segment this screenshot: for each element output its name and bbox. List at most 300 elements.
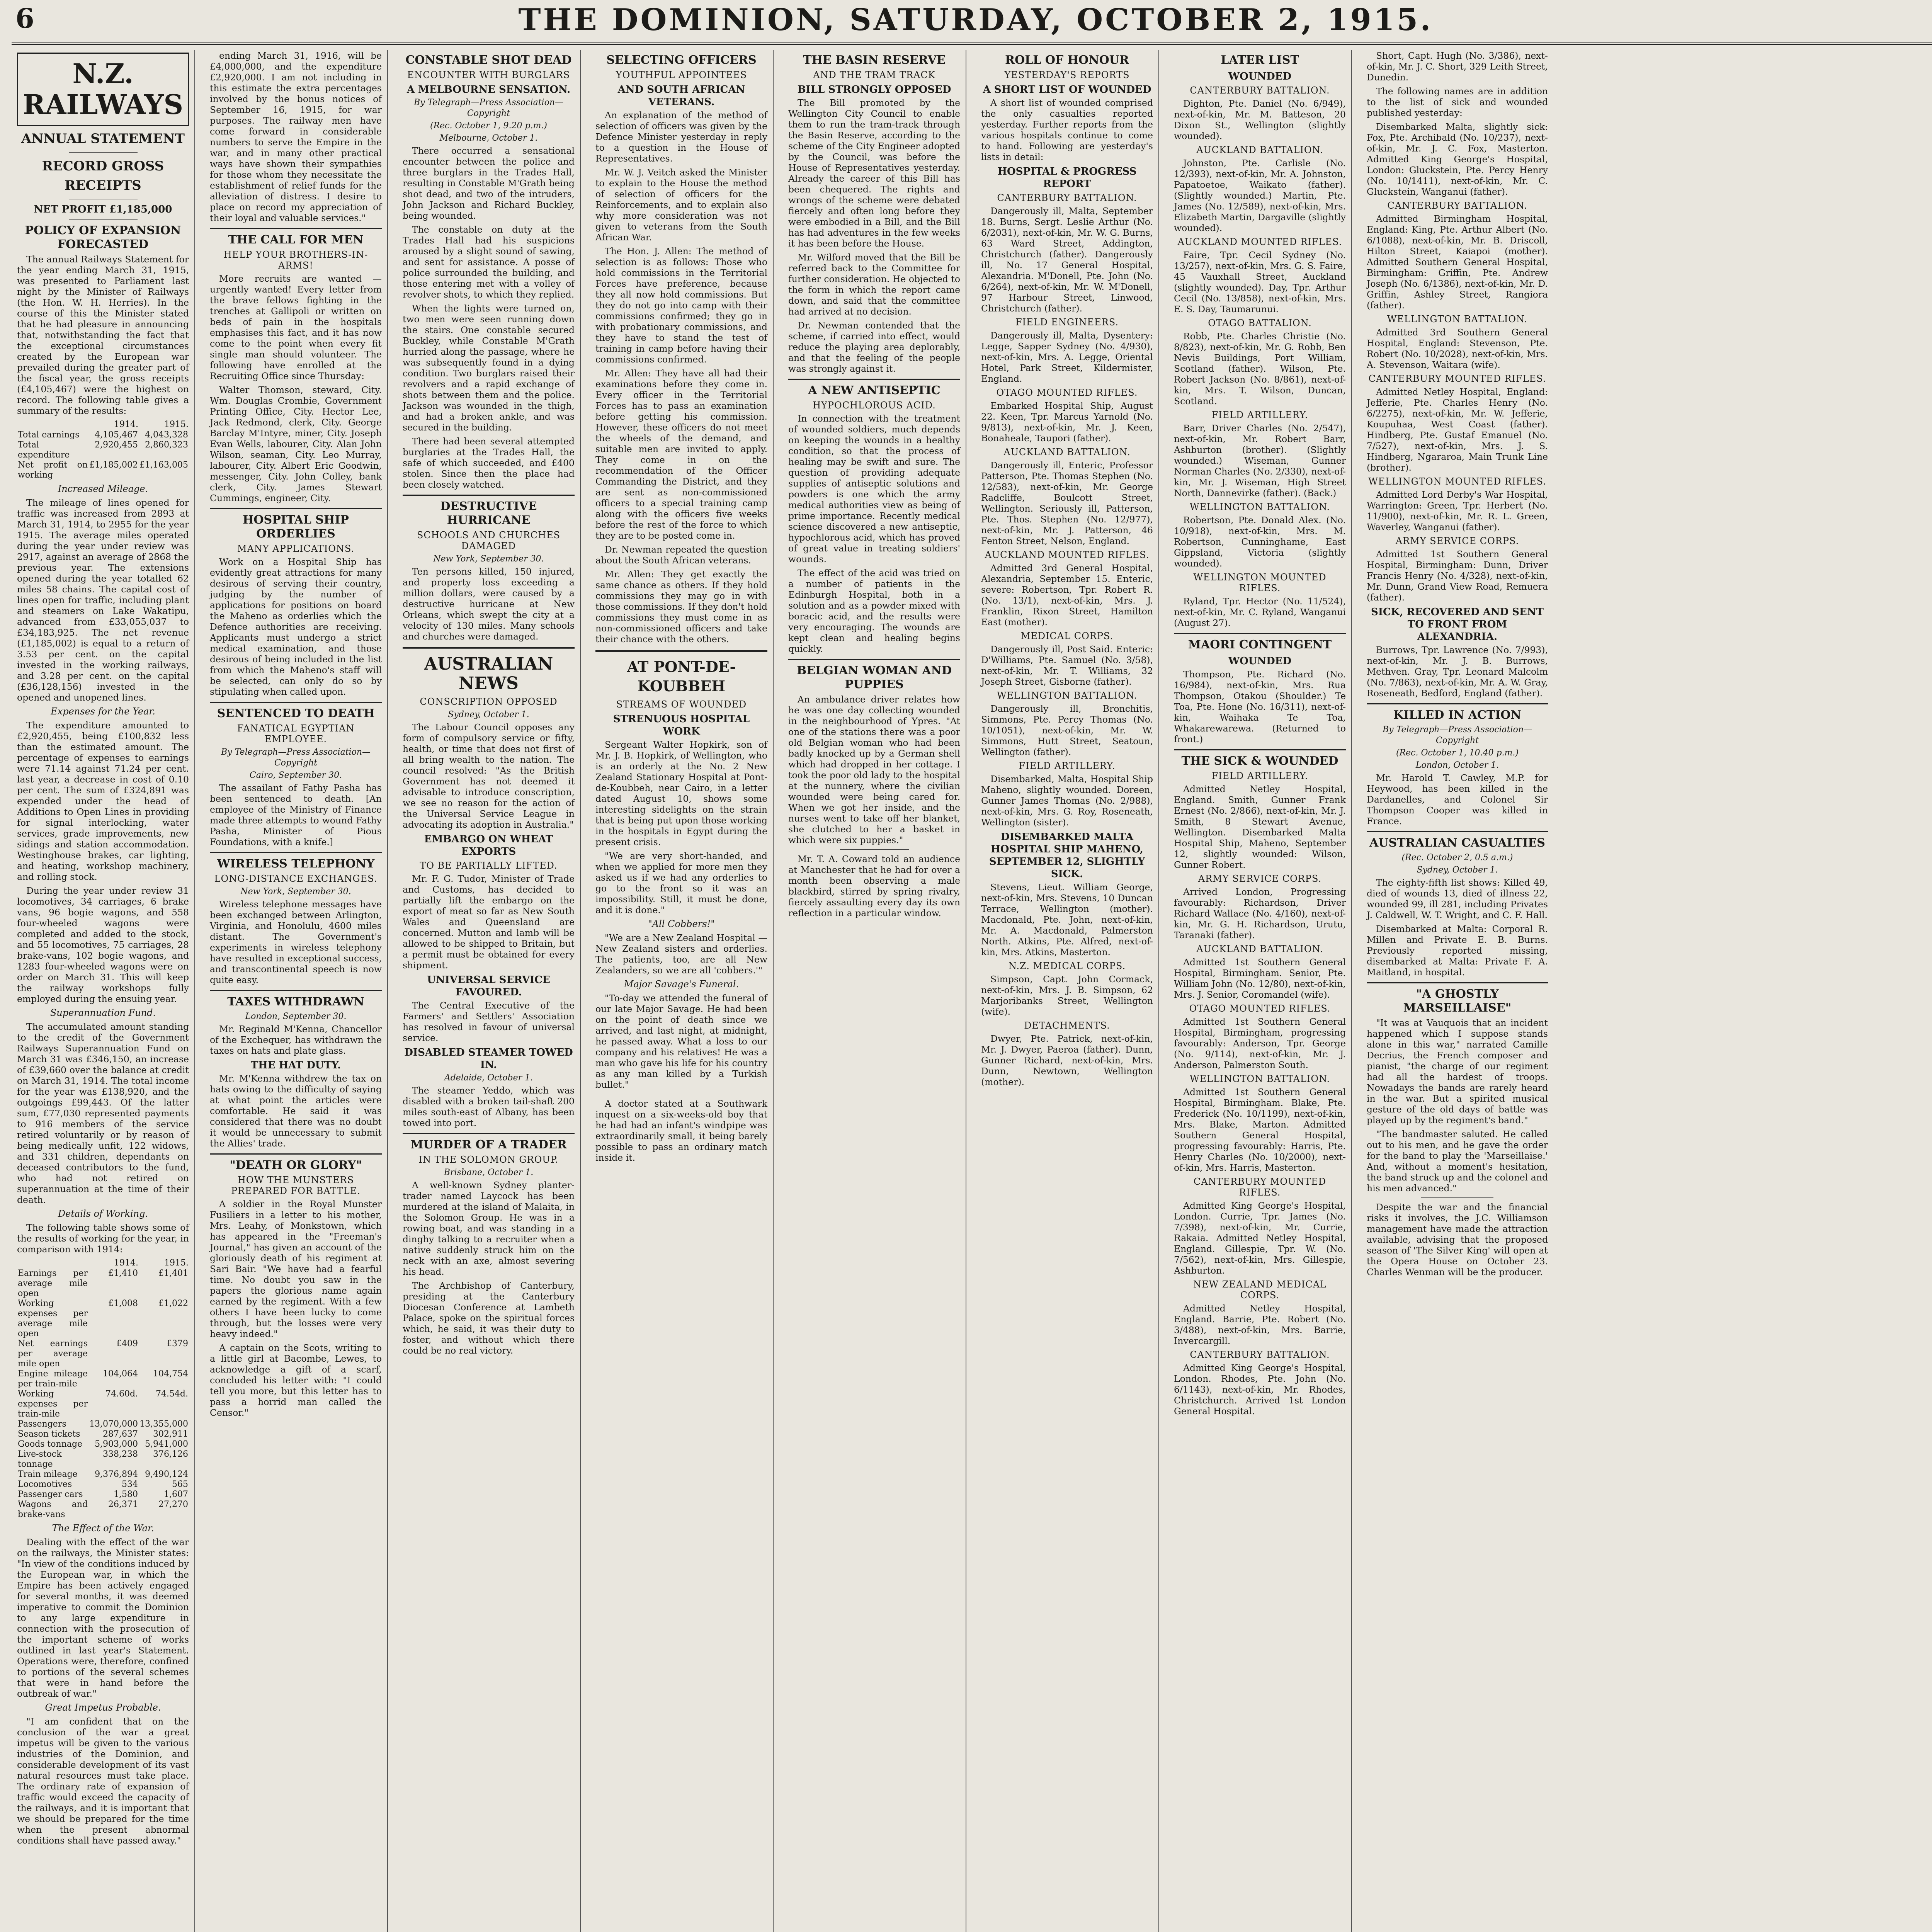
headline-ghostly-marseillaise: "A GHOSTLY MARSEILLAISE" <box>1403 987 1512 1015</box>
paragraph: Mr. Allen: They have all had their examinations before they come in. Every officer in the Territorial Forces has to pass an examination before getting his commission. However, these officers do not meet the wheels of the demand, and suitable men are invited to apply. They come in on the recommendation of the Officer Commanding the District, and they are sent as non-commissioned officers to a special training camp along with the officers five weeks before the rest of the force to which they are to be posted come in. <box>595 368 767 541</box>
paragraph: Mr. T. A. Coward told an audience at Manchester that he had for over a month been observing a male blackbird, stirred by spring rivalry, fiercely assaulting every day its own reflection in a particular window. <box>788 854 960 918</box>
table-cell: 104,064 <box>103 1369 138 1379</box>
table-cell: £1,163,005 <box>139 460 188 470</box>
paragraph: Admitted Netley Hospital, England: Jefferie, Pte. Charles Henry (No. 6/2275), next-of-kin, Mr. W. Jefferie, Koupuhaa, West Coast (father). Hindberg, Pte. Gustaf Emanuel (No. 7/527), next-of-kin, Mrs. J. S. Hindberg, Ngararoa, Main Trunk Line (brother). <box>1367 386 1548 473</box>
paragraph: Mr. M'Kenna withdrew the tax on hats owing to the difficulty of saying at what point the articles were comfortable. He said it was considered that there was no doubt it would be unnecessary to submit the Allies' trade. <box>210 1073 382 1149</box>
dateline: Adelaide, October 1. <box>444 1073 533 1083</box>
unit-heading: OTAGO MOUNTED RIFLES. <box>1189 1003 1331 1014</box>
paragraph: Dangerously ill, Malta, September 18. Burns, Sergt. Leslie Arthur (No. 6/2031), next-of-kin, Mr. W. G. Burns, 63 Ward Street, Addington, Christchurch (father). Dangerously ill, No. 17 General Hospital, Alexandria. M'Donell, Pte. John (No. 6/264), next-of-kin, Mr. W. M'Donell, 97 Harbour Street, Linwood, Christchurch (father). <box>981 206 1153 314</box>
subhead: CONSCRIPTION OPPOSED <box>420 696 558 707</box>
subhead: TO BE PARTIALLY LIFTED. <box>420 860 558 871</box>
subhead: DISEMBARKED MALTA HOSPITAL SHIP MAHENO, SEPTEMBER 12, SLIGHTLY SICK. <box>989 831 1145 880</box>
paragraph: Burrows, Tpr. Lawrence (No. 7/993), next-of-kin, Mr. J. B. Burrows, Methven. Gray, Tpr. Leonard Malcolm (No. 7/863), next-of-kin, Mr. A. W. Gray, Roseneath, Bedford, England (father). <box>1367 645 1548 699</box>
divider <box>403 495 575 496</box>
subhead: MANY APPLICATIONS. <box>237 543 355 554</box>
subhead: UNIVERSAL SERVICE FAVOURED. <box>427 974 550 998</box>
subhead: THE HAT DUTY. <box>250 1060 341 1071</box>
paragraph: "I am confident that on the conclusion of the war a great impetus will be given to the various industries of the Dominion, and considerable development of its vast natural resources must take place. The ordinary rate of expansion of traffic would exceed the capacity of the railways, and it is important that we should be prepared for the time when the present abnormal conditions shall have passed away." <box>17 1716 189 1846</box>
subhead: "All Cobbers!" <box>648 918 715 929</box>
dateline: London, October 1. <box>1415 760 1499 770</box>
railways-record: RECORD GROSS RECEIPTS <box>42 158 164 193</box>
table-row <box>17 440 189 460</box>
column-2 <box>204 50 388 1932</box>
table-cell: Engine mileage per train-mile <box>18 1369 88 1389</box>
unit-heading: WELLINGTON BATTALION. <box>1387 314 1528 325</box>
unit-heading: ARMY SERVICE CORPS. <box>1395 536 1519 546</box>
subhead: A MELBOURNE SENSATION. <box>406 84 571 95</box>
paragraph: Despite the war and the financial risks it involves, the J.C. Williamson management have made the attraction available, advising that the proposed season of 'The Silver King' will open at the Opera House on October 23. Charles Wenman will be the producer. <box>1367 1202 1548 1277</box>
headline-death-or-glory: "DEATH OR GLORY" <box>230 1158 362 1172</box>
subhead: WOUNDED <box>1228 655 1292 667</box>
paragraph: Mr. Harold T. Cawley, M.P. for Heywood, has been killed in the Dardanelles, and Colonel Sir Thompson Cooper was killed in France. <box>1367 772 1548 827</box>
paragraph: "We are very short-handed, and when we applied for more men they asked us if we had any orderlies to go to the front so it was an impossibility. Still, it must be done, and it is done." <box>595 850 767 915</box>
paragraph: Embarked Hospital Ship, August 22. Keen, Tpr. Marcus Yarnold (No. 9/813), next-of-kin, Mr. J. Keen, Bonaheale, Taupori (father). <box>981 400 1153 444</box>
credit-line: By Telegraph—Press Association—Copyright <box>1383 725 1532 745</box>
table-header <box>17 1258 88 1269</box>
table-row <box>17 1439 189 1449</box>
paragraph: Admitted 3rd General Hospital, Alexandria, September 15. Enteric, severe: Robertson, Tpr. Robert R. (No. 13/1), next-of-kin, Mrs. J. Franklin, Rixon Street, Hamilton East (mother). <box>981 563 1153 628</box>
dateline: (Rec. October 2, 0.5 a.m.) <box>1401 853 1513 862</box>
paragraph: Mr. F. G. Tudor, Minister of Trade and Customs, has decided to partially lift the embargo on the export of meat so far as New South Wales and Queensland are concerned. Mutton and lamb will be allowed to be shipped to Britain, but a permit must be obtained for every shipment. <box>403 873 575 971</box>
credit-line: By Telegraph—Press Association—Copyright <box>414 98 563 118</box>
paragraph: The annual Railways Statement for the year ending March 31, 1915, was presented to Parliament last night by the Minister of Railways (the Hon. W. H. Herries). In the course of this the Minister stated that he had pleasure in announcing that, notwithstanding the fact that the exceptional circumstances created by the European war prevailed during the greater part of the fiscal year, the gross receipts (£4,105,467) were the highest on record. The following table gives a summary of the results: <box>17 254 189 416</box>
divider <box>210 1153 382 1155</box>
paragraph: A short list of wounded comprised the only casualties reported yesterday. Further reports from the various hospitals continue to come to hand. Following are yesterday's lists in detail: <box>981 97 1153 162</box>
headline-antiseptic: A NEW ANTISEPTIC <box>808 384 940 397</box>
dateline: Sydney, October 1. <box>448 710 529 719</box>
subhead: Details of Working. <box>58 1208 148 1219</box>
headline-basin-reserve: THE BASIN RESERVE <box>803 53 946 67</box>
subhead: Major Savage's Funeral. <box>624 979 739 990</box>
table-cell: 287,637 <box>103 1429 138 1439</box>
headline-selecting-officers: SELECTING OFFICERS <box>606 53 757 67</box>
railways-net-profit: NET PROFIT £1,185,000 <box>34 204 172 215</box>
paragraph: The Bill promoted by the Wellington City Council to enable them to run the tram-track through the Basin Reserve, according to the scheme of the City Engineer adopted by the Council, was before the House of Representatives yesterday. Already the career of this Bill has been chequered. The rights and wrongs of the scheme were debated fiercely and often long before they were embodied in a Bill, and the Bill has had adventures in the few weeks it has been before the House. <box>788 97 960 249</box>
table-cell: 74.60d. <box>105 1389 138 1399</box>
paragraph: Disembarked at Malta: Corporal R. Millen and Private E. B. Burns. Previously reported missing, disembarked at Malta: Private F. A. Maitland, in hospital. <box>1367 923 1548 978</box>
dateline: Brisbane, October 1. <box>444 1168 534 1177</box>
subhead: STRENUOUS HOSPITAL WORK <box>613 713 750 737</box>
table-row <box>17 1269 189 1299</box>
subhead: FANATICAL EGYPTIAN EMPLOYEE. <box>237 723 355 745</box>
results-table <box>17 419 189 480</box>
table-header: 1914. <box>114 1258 139 1268</box>
dateline: Sydney, October 1. <box>1417 865 1498 875</box>
paragraph: Dr. Newman repeated the question about the South African veterans. <box>595 544 767 566</box>
paragraph: A doctor stated at a Southwark inquest on a six-weeks-old boy that he had had an infant's windpipe was extraordinarily small, it being barely possible to pass an ordinary match inside it. <box>595 1098 767 1163</box>
table-row <box>17 1449 189 1469</box>
paragraph: Dangerously ill, Post Said. Enteric: D'Williams, Pte. Samuel (No. 3/58), next-of-kin, Mr. T. Williams, 32 Joseph Street, Gisborne (father). <box>981 644 1153 687</box>
paragraph: The constable on duty at the Trades Hall had his suspicions aroused by a slight sound of sawing, and sent for assistance. A posse of police surrounded the building, and those entering met with a volley of revolver shots, to which they replied. <box>403 224 575 300</box>
divider <box>788 659 960 660</box>
paragraph: Dealing with the effect of the war on the railways, the Minister states: "In view of the conditions induced by the European war, in which the Empire has been actively engaged for several months, it was deemed imperative to commit the Dominion to any large expenditure in connection with the prosecution of the important scheme of works outlined in last year's Statement. Operations were, therefore, confined to portions of the several schemes that were in hand before the outbreak of war." <box>17 1537 189 1699</box>
paragraph: "We are a New Zealand Hospital — New Zealand sisters and orderlies. The patients, too, are all New Zealanders, so we are all 'cobbers.'" <box>595 932 767 976</box>
paragraph: Walter Thomson, steward, City. Wm. Douglas Crombie, Government Printing Office, City. Hector Lee, Jack Redmond, clerk, City. George Barclay M'Intyre, miner, City. Joseph Evan Wells, labourer, City. Alan John Wilson, seaman, City. Leo Murray, labourer, City. Albert Eric Goodwin, messenger, City. John Colley, bank clerk, City. James Stewart Cummings, engineer, City. <box>210 384 382 503</box>
paragraph: "It was at Vauquois that an incident happened which I suppose stands alone in this war," narrated Camille Decrius, the French composer and pianist, "the charge of our regiment had all the hardest of troops. Nowadays the bands are rarely heard in the war. But a spirited musical gesture of the old days of battle was played up by the regiment's band." <box>1367 1017 1548 1126</box>
dateline: Cairo, September 30. <box>249 770 342 780</box>
unit-heading: OTAGO MOUNTED RIFLES. <box>996 387 1138 398</box>
unit-heading: AUCKLAND BATTALION. <box>1003 447 1131 457</box>
unit-heading: AUCKLAND BATTALION. <box>1196 145 1323 155</box>
paragraph: The accumulated amount standing to the credit of the Government Railways Superannuation Fund on March 31 was £346,150, an increase of £39,660 over the balance at credit on March 31, 1914. The total income for the year was £138,920, and the outgoings £99,443. Of the latter sum, £77,030 represented payments to 916 members of the service retired voluntarily or by reason of being medically unfit, 122 widows, and 331 children, dependants on deceased contributors to the fund, who had not retired on superannuation at the time of their death. <box>17 1021 189 1205</box>
table-cell: Goods tonnage <box>18 1439 83 1449</box>
table-cell: £1,008 <box>108 1299 138 1308</box>
headline-constable: CONSTABLE SHOT DEAD <box>405 53 572 67</box>
subhead: HOSPITAL & PROGRESS REPORT <box>997 166 1137 190</box>
divider <box>210 990 382 991</box>
subhead: AND THE TRAM TRACK <box>813 70 935 80</box>
unit-heading: DETACHMENTS. <box>1024 1020 1110 1031</box>
table-header: 1915. <box>164 1258 189 1268</box>
paragraph: Admitted Lord Derby's War Hospital, Warrington: Green, Tpr. Herbert (No. 11/900), next-of-kin, Mr. R. L. Green, Waverley, Wanganui (father). <box>1367 489 1548 532</box>
table-cell: 376,126 <box>153 1449 188 1459</box>
table-header <box>17 419 88 430</box>
table-cell: 13,070,000 <box>89 1419 138 1429</box>
unit-heading: CANTERBURY BATTALION. <box>1190 85 1330 96</box>
divider <box>210 702 382 703</box>
paragraph: Short, Capt. Hugh (No. 3/386), next-of-kin, Mr. J. C. Short, 329 Leith Street, Dunedin. <box>1367 50 1548 83</box>
paragraph: Admitted King George's Hospital, London. Rhodes, Pte. John (No. 6/1143), next-of-kin, Mr. Rhodes, Christchurch. Arrived 1st London General Hospital. <box>1174 1362 1346 1417</box>
table-cell: 338,238 <box>103 1449 138 1459</box>
table-cell: 534 <box>122 1480 138 1489</box>
divider <box>1421 1197 1494 1198</box>
paragraph: "The bandmaster saluted. He called out to his men, and he gave the order for the band to play the 'Marseillaise.' And, without a moment's hesitation, the band struck up and the colonel and his men advanced." <box>1367 1129 1548 1194</box>
paragraph: The steamer Yeddo, which was disabled with a broken tail-shaft 200 miles south-east of Albany, has been towed into port. <box>403 1085 575 1128</box>
dateline: (Rec. October 1, 9.20 p.m.) <box>430 121 547 131</box>
subhead: AND SOUTH AFRICAN VETERANS. <box>617 84 745 108</box>
paragraph: Dangerously ill, Bronchitis, Simmons, Pte. Percy Thomas (No. 10/1051), next-of-kin, Mr. W. Simmons, Hutt Street, Seatoun, Wellington (father). <box>981 703 1153 757</box>
divider <box>788 379 960 380</box>
railways-policy: POLICY OF EXPANSION FORECASTED <box>25 224 181 251</box>
table-cell: Total earnings <box>18 430 80 440</box>
paragraph: Admitted 1st Southern General Hospital, Birmingham. Blake, Pte. Frederick (No. 10/1199), next-of-kin, Mrs. Blake, Marton. Admitted Southern General Hospital, progressing favourably: Harris, Pte. Henry Charles (No. 10/2000), next-of-kin, Mrs. Harris, Masterton. <box>1174 1087 1346 1173</box>
paragraph: The Archbishop of Canterbury, presiding at the Canterbury Diocesan Conference at Lambeth Palace, spoke on the spiritual forces which, he said, it was their duty to foster, and without which there could be no real victory. <box>403 1280 575 1356</box>
paragraph: The Hon. J. Allen: The method of selection is as follows: Those who hold commissions in the Territorial Forces have preference, because they all now hold commissions. But they do not go into camp with their commissions confirmed; they go in with probationary commissions, and they have to stand the test of training in camp before having their commissions confirmed. <box>595 246 767 365</box>
paragraph: Mr. Wilford moved that the Bill be referred back to the Committee for further consideration. He objected to the form in which the report came down, and said that the committee had arrived at no decision. <box>788 252 960 317</box>
paragraph: Dwyer, Pte. Patrick, next-of-kin, Mr. J. Dwyer, Paeroa (father). Dunn, Gunner Richard, next-of-kin, Mrs. Dunn, Newtown, Wellington (mother). <box>981 1033 1153 1087</box>
paragraph: The following table shows some of the results of working for the year, in comparison with 1914: <box>17 1222 189 1255</box>
paragraph: Disembarked, Malta, Hospital Ship Maheno, slightly wounded. Doreen, Gunner James Thomas (No. 2/988), next-of-kin, Mrs. G. Roy, Roseneath, Wellington (sister). <box>981 774 1153 828</box>
table-cell: 1,607 <box>164 1490 188 1499</box>
unit-heading: WELLINGTON MOUNTED RIFLES. <box>1368 476 1546 487</box>
table-cell: Passengers <box>18 1419 66 1429</box>
table-row <box>17 1369 189 1389</box>
subhead: HOW THE MUNSTERS PREPARED FOR BATTLE. <box>231 1175 361 1196</box>
paragraph: Admitted 3rd Southern General Hospital, England: Stevenson, Pte. Robert (No. 10/2028), next-of-kin, Mrs. A. Stevenson, Waitara (wife). <box>1367 327 1548 370</box>
table-cell: Wagons and brake-vans <box>18 1500 88 1519</box>
headline-hurricane: DESTRUCTIVE HURRICANE <box>440 500 537 527</box>
column-3 <box>397 50 581 1932</box>
table-cell: 5,941,000 <box>145 1439 188 1449</box>
table-row <box>17 1480 189 1490</box>
unit-heading: CANTERBURY BATTALION. <box>1387 200 1527 211</box>
paragraph: A soldier in the Royal Munster Fusiliers in a letter to his mother, Mrs. Leahy, of Monkstown, which has appeared in the "Freeman's Journal," has given an account of the gloriously death of his regiment at Sari Bair. "We have had a fearful time. No doubt you saw in the papers the glorious name again earned by the regiment. With a few others I have been lucky to come through, but the losses were very heavy indeed." <box>210 1199 382 1339</box>
headline-roll-of-honour: ROLL OF HONOUR <box>1005 53 1129 67</box>
headline-pont-de-koubbeh: AT PONT-DE-KOUBBEH <box>627 658 736 695</box>
paragraph: Ten persons killed, 150 injured, and property loss exceeding a million dollars, were caused by a destructive hurricane at New Orleans, which swept the city at a velocity of 130 miles. Many schools and churches were damaged. <box>403 566 575 642</box>
unit-heading: WELLINGTON BATTALION. <box>997 690 1138 701</box>
table-cell: 104,754 <box>153 1369 188 1379</box>
subhead: LONG-DISTANCE EXCHANGES. <box>214 873 378 884</box>
columns <box>12 50 1932 1932</box>
subhead: YOUTHFUL APPOINTEES <box>616 70 747 80</box>
divider <box>1367 982 1548 983</box>
paragraph: Dangerously ill, Malta, Dysentery: Legge, Sapper Sydney (No. 4/930), next-of-kin, Mrs. A. Legge, Oriental Hotel, Park Street, Kildermister, England. <box>981 330 1153 384</box>
table-cell: Train mileage <box>18 1469 78 1479</box>
unit-heading: CANTERBURY BATTALION. <box>1190 1349 1330 1360</box>
headline-sick-and-wounded: THE SICK & WOUNDED <box>1181 754 1338 768</box>
paragraph: Admitted Netley Hospital, England. Barrie, Pte. Robert (No. 3/488), next-of-kin, Mrs. Barrie, Invercargill. <box>1174 1303 1346 1346</box>
column-7 <box>1168 50 1352 1932</box>
column-4 <box>590 50 774 1932</box>
paragraph: Mr. Allen: They get exactly the same chance as others. If they hold commissions they may go in with those commissions. If they don't hold commissions they must come in as non-commissioned officers and take their chance with the others. <box>595 569 767 645</box>
table-row <box>17 1419 189 1429</box>
paragraph: Arrived London, Progressing favourably: Richardson, Driver Richard Wallace (No. 4/160), next-of-kin, Mr. G. H. Richardson, Urutu, Taranaki (father). <box>1174 886 1346 940</box>
paragraph: Sergeant Walter Hopkirk, son of Mr. J. B. Hopkirk, of Wellington, who is an orderly at the No. 2 New Zealand Stationary Hospital at Pont-de-Koubbeh, near Cairo, in a letter dated August 10, shows some interesting sidelights on the strain that is being put upon those working in the hospitals in Egypt during the present crisis. <box>595 739 767 847</box>
subhead: IN THE SOLOMON GROUP. <box>418 1154 559 1165</box>
paragraph: Work on a Hospital Ship has evidently great attractions for many desirous of serving their country, judging by the number of applications for positions on board the Maheno as orderlies which the Defence authorities are receiving. Applicants must undergo a strict medical examination, and those desirous of being included in the list from which the Maheno's staff will be selected, can only do so by stipulating when called upon. <box>210 556 382 697</box>
table-cell: 4,043,328 <box>145 430 188 440</box>
column-5 <box>783 50 966 1932</box>
table-cell: Season tickets <box>18 1429 80 1439</box>
headline-later-list: LATER LIST <box>1221 53 1299 67</box>
divider <box>210 508 382 509</box>
paragraph: The mileage of lines opened for traffic was increased from 2893 at March 31, 1914, to 2955 for the year 1915. The average miles operated during the year under review was 2917, against an average of 2868 the previous year. The extensions opened during the year totalled 62 miles 58 chains. The capital cost of lines open for traffic, including plant and steamers on Lake Wakatipu, advanced from £33,055,037 to £34,183,925. The net revenue (£1,185,002) is equal to a return of 3.53 per cent. on the capital invested in the working railways, and 3.28 per cent. on the capital (£36,128,156) invested in the opened and unopened lines. <box>17 497 189 703</box>
unit-heading: FIELD ARTILLERY. <box>1211 410 1308 420</box>
paragraph: Dighton, Pte. Daniel (No. 6/949), next-of-kin, Mr. M. Batteson, 20 Dixon St., Wellington (slightly wounded). <box>1174 98 1346 141</box>
table-cell: Working expenses per train-mile <box>18 1389 88 1419</box>
divider <box>840 849 909 850</box>
table-row <box>17 1389 189 1419</box>
subhead: SICK, RECOVERED AND SENT TO FRONT FROM ALEXANDRIA. <box>1371 606 1544 643</box>
unit-heading: CANTERBURY MOUNTED RIFLES. <box>1368 373 1546 384</box>
divider <box>1367 703 1548 704</box>
paragraph: An explanation of the method of selection of officers was given by the Defence Minister yesterday in reply to a question in the House of Representatives. <box>595 110 767 164</box>
table-row <box>17 1469 189 1480</box>
subhead: EMBARGO ON WHEAT EXPORTS <box>424 833 553 857</box>
headline-taxes: TAXES WITHDRAWN <box>227 995 364 1009</box>
table-cell: 74.54d. <box>155 1389 188 1399</box>
paragraph: There had been several attempted burglaries at the Trades Hall, the safe of which succeeded, and £400 stolen. Since then the place had been closely watched. <box>403 436 575 490</box>
table-cell: 302,911 <box>153 1429 188 1439</box>
table-header: 1914. <box>114 420 139 429</box>
divider <box>1367 831 1548 832</box>
credit-line: By Telegraph—Press Association—Copyright <box>221 747 371 768</box>
table-cell: 5,903,000 <box>95 1439 138 1449</box>
table-cell: Locomotives <box>18 1480 72 1489</box>
subhead: YESTERDAY'S REPORTS <box>1004 70 1130 80</box>
table-cell: £1,401 <box>158 1269 188 1278</box>
paragraph: A well-known Sydney planter-trader named Laycock has been murdered at the island of Malaita, in the Solomon Group. He was in a rowing boat, and was standing in a dinghy talking to a recruiter when a native suddenly struck him on the neck with an axe, almost severing his head. <box>403 1180 575 1277</box>
subhead: Great Impetus Probable. <box>45 1702 161 1713</box>
subhead: BILL STRONGLY OPPOSED <box>797 84 951 95</box>
table-row <box>17 1429 189 1439</box>
table-row <box>17 1490 189 1500</box>
table-cell: £1,185,002 <box>89 460 138 470</box>
unit-heading: MEDICAL CORPS. <box>1020 631 1114 641</box>
headline-call-for-men: THE CALL FOR MEN <box>228 233 364 247</box>
table-cell: 2,860,323 <box>145 440 188 450</box>
table-cell: Working expenses per average mile open <box>18 1299 88 1338</box>
divider <box>403 1133 575 1134</box>
paragraph: Robertson, Pte. Donald Alex. (No. 10/918), next-of-kin, Mrs. M. Robertson, Cunninghame, East Gippsland, Victoria (slightly wounded). <box>1174 515 1346 569</box>
subhead: ENCOUNTER WITH BURGLARS <box>407 70 570 80</box>
paragraph: The expenditure amounted to £2,920,455, being £100,832 less than the estimated amount. The percentage of expenses to earnings were 71.14 against 71.24 per cent. last year, a decrease in cost of 0.10 per cent. The sum of £324,891 was expended under the head of Additions to Open Lines in providing for signal interlocking, water services, grade improvements, new sidings and station accommodation. Westinghouse brakes, car lighting, and heating, workshop machinery, and rolling stock. <box>17 720 189 882</box>
headline-sentenced: SENTENCED TO DEATH <box>217 707 375 720</box>
railways-headline: N.Z. RAILWAYS <box>22 58 184 121</box>
divider <box>210 852 382 853</box>
unit-heading: FIELD ARTILLERY. <box>1211 770 1308 781</box>
divider <box>69 152 138 153</box>
paragraph: The following names are in addition to the list of sick and wounded published yesterday: <box>1367 86 1548 118</box>
dateline: Melbourne, October 1. <box>439 133 538 143</box>
unit-heading: AUCKLAND MOUNTED RIFLES. <box>985 549 1150 560</box>
divider <box>1174 633 1346 634</box>
paragraph: Dr. Newman contended that the scheme, if carried into effect, would reduce the playing area deplorably, and that the feeling of the people was strongly against it. <box>788 320 960 374</box>
paragraph: When the lights were turned on, two men were seen running down the stairs. One constable secured Buckley, while Constable M'Grath hurried along the passage, where he was subsequently found in a dying condition. Two burglars raised their revolvers and a rapid exchange of shots between them and the police. Jackson was wounded in the thigh, and had a broken ankle, and was secured in the building. <box>403 303 575 433</box>
column-6 <box>976 50 1159 1932</box>
paragraph: An ambulance driver relates how he was one day collecting wounded in the neighbourhood of Ypres. "At one of the stations there was a poor old Belgian woman who had been badly knocked up by a German shell which had dropped in her cottage. I took the poor old lady to the hospital at the nunnery, where the civilian wounded were being cared for. When we got her inside, and the nurses went to take off her blanket, she clutched to her a basket in which were six puppies." <box>788 694 960 845</box>
table-cell: 13,355,000 <box>139 1419 188 1429</box>
table-cell: Net profit on working <box>18 460 88 480</box>
subhead: HYPOCHLOROUS ACID. <box>813 400 936 411</box>
unit-heading: FIELD ENGINEERS. <box>1015 317 1119 328</box>
paragraph: Dangerously ill, Enteric, Professor Patterson, Pte. Thomas Stephen (No. 12/583), next-of-kin, Mr. George Radcliffe, Boulcott Street, Wellington. Seriously ill, Patterson, Pte. Thos. Stephen (No. 12/977), next-of-kin, Mr. J. Patterson, 46 Fenton Street, Nelson, England. <box>981 460 1153 546</box>
dateline: New York, September 30. <box>433 554 544 564</box>
paragraph: Admitted 1st Southern General Hospital, Birmingham: Dunn, Driver Francis Henry (No. 4/328), next-of-kin, Mr. Dunn, Grand View Road, Remuera (father). <box>1367 549 1548 603</box>
paragraph: Thompson, Pte. Richard (No. 16/984), next-of-kin, Mrs. Rua Thompson, Otakou (Shoulder.) Te Toa, Pte. Hone (No. 16/311), next-of-kin, Waihaka Te Toa, Whakarewarewa. (Returned to front.) <box>1174 669 1346 745</box>
table-cell: £409 <box>116 1339 138 1349</box>
paragraph: Simpson, Capt. John Cormack, next-of-kin, Mrs. J. B. Simpson, 62 Marjoribanks Street, Wellington (wife). <box>981 974 1153 1017</box>
table-cell: Total expenditure <box>18 440 70 460</box>
table-cell: 2,920,455 <box>95 440 138 450</box>
paragraph: The eighty-fifth list shows: Killed 49, died of wounds 13, died of illness 22, wounded 99, ill 281, including Privates J. Caldwell, W. T. Wright, and C. F. Hall. <box>1367 877 1548 920</box>
details-table <box>17 1258 189 1520</box>
unit-heading: WELLINGTON BATTALION. <box>1189 502 1330 512</box>
table-row <box>17 1500 189 1520</box>
paragraph: The Central Executive of the Farmers' and Settlers' Association has resolved in favour of universal service. <box>403 1000 575 1043</box>
subhead: SCHOOLS AND CHURCHES DAMAGED <box>417 530 561 551</box>
paragraph: During the year under review 31 locomotives, 34 carriages, 6 brake vans, 96 bogie wagons, and 558 four-wheeled wagons were completed and added to the stock, and 55 locomotives, 75 carriages, 28 brake-vans, 102 bogie wagons, and 1283 four-wheeled wagons were on order on March 31. This will keep the railway workshops fully employed during the ensuing year. <box>17 885 189 1004</box>
paragraph: Admitted King George's Hospital, London. Currie, Tpr. James (No. 7/398), next-of-kin, Mr. Currie, Rakaia. Admitted Netley Hospital, England. Gillespie, Tpr. W. (No. 7/562), next-of-kin, Mrs. Gillespie, Ashburton. <box>1174 1200 1346 1276</box>
paragraph: Ryland, Tpr. Hector (No. 11/524), next-of-kin, Mr. C. Ryland, Wanganui (August 27). <box>1174 596 1346 628</box>
paragraph: Mr. Reginald M'Kenna, Chancellor of the Exchequer, has withdrawn the taxes on hats and plate glass. <box>210 1024 382 1056</box>
table-row <box>17 1299 189 1339</box>
divider <box>595 650 767 652</box>
unit-heading: AUCKLAND MOUNTED RIFLES. <box>1177 236 1342 247</box>
table-cell: 27,270 <box>158 1500 188 1509</box>
paragraph: Johnston, Pte. Carlisle (No. 12/393), next-of-kin, Mr. A. Johnston, Papatoetoe, Waikato (father). (Slightly wounded.) Martin, Pte. James (No. 12/589), next-of-kin, Mrs. Elizabeth Martin, Dargaville (slightly wounded). <box>1174 158 1346 233</box>
subhead: Superannuation Fund. <box>50 1007 156 1018</box>
paragraph: Admitted Birmingham Hospital, England: King, Pte. Arthur Albert (No. 6/1088), next-of-kin, Mr. B. Driscoll, Hilton Street, Kaiapoi (mother). Admitted Southern General Hospital, Birmingham: Griffin, Pte. Andrew Joseph (No. 6/1386), next-of-kin, Mr. D. Griffin, Ashley Street, Rangiora (father). <box>1367 213 1548 311</box>
divider <box>210 228 382 229</box>
paragraph: There occurred a sensational encounter between the police and three burglars in the Trades Hall, resulting in Constable M'Grath being shot dead, and two of the intruders, John Jackson and Richard Buckley, being wounded. <box>403 145 575 221</box>
paragraph: The assailant of Fathy Pasha has been sentenced to death. [An employee of the Ministry of Finance made three attempts to wound Fathy Pasha, Minister of Pious Foundations, with a knife.] <box>210 782 382 847</box>
dateline: London, September 30. <box>245 1012 347 1021</box>
paragraph: Barr, Driver Charles (No. 2/547), next-of-kin, Mr. Robert Barr, Ashburton (brother). (Slightly wounded.) Wiseman, Gunner Norman Charles (No. 2/330), next-of-kin, Mr. J. Wiseman, High Street North, Dannevirke (father). (Back.) <box>1174 423 1346 498</box>
unit-heading: ARMY SERVICE CORPS. <box>1198 873 1322 884</box>
paragraph: A captain on the Scots, writing to a little girl at Bacombe, Lewes, to acknowledge a gift of a scarf, concluded his letter with: "I could tell you more, but this letter has to pass a horrid man called the Censor." <box>210 1342 382 1418</box>
railways-subhead: ANNUAL STATEMENT <box>21 131 185 146</box>
paragraph: In connection with the treatment of wounded soldiers, much depends on keeping the wounds in a healthy condition, so that the process of healing may be swift and sure. The question of providing adequate supplies of antiseptic solutions and powders is one which the army medical authorities view as being of prime importance. Recently medical science discovered a new antiseptic, hypochlorous acid, which has proved of great value in treating soldiers' wounds. <box>788 413 960 565</box>
unit-heading: FIELD ARTILLERY. <box>1019 760 1116 771</box>
paragraph: Stevens, Lieut. William George, next-of-kin, Mrs. Stevens, 10 Duncan Terrace, Wellington (mother). Macdonald, Pte. John, next-of-kin, Mr. A. Macdonald, Palmerston North. Atkins, Pte. Alfred, next-of-kin, Mrs. Atkins, Masterton. <box>981 882 1153 957</box>
unit-heading: NEW ZEALAND MEDICAL CORPS. <box>1193 1279 1327 1301</box>
headline-killed-in-action: KILLED IN ACTION <box>1393 708 1521 722</box>
table-cell: Passenger cars <box>18 1490 83 1499</box>
unit-heading: N.Z. MEDICAL CORPS. <box>1008 961 1126 971</box>
headline-wireless: WIRELESS TELEPHONY <box>217 857 375 871</box>
paragraph: Admitted 1st Southern General Hospital, Birmingham, progressing favourably: Anderson, Tpr. George (No. 9/114), next-of-kin, Mr. J. Anderson, Palmerston South. <box>1174 1016 1346 1070</box>
subhead: DISABLED STEAMER TOWED IN. <box>404 1047 573 1071</box>
subhead: A SHORT LIST OF WOUNDED <box>983 84 1151 95</box>
table-cell: 9,376,894 <box>95 1469 138 1479</box>
paragraph: Admitted 1st Southern General Hospital, Birmingham. Senior, Pte. William John (No. 12/80), next-of-kin, Mrs. J. Senior, Coromandel (wife). <box>1174 957 1346 1000</box>
unit-heading: AUCKLAND BATTALION. <box>1196 944 1323 954</box>
paragraph: Mr. W. J. Veitch asked the Minister to explain to the House the method of selection of officers for the Reinforcements, and to explain also why more consideration was not given to veterans from the South African War. <box>595 167 767 243</box>
column-8 <box>1361 50 1553 1932</box>
headline-hospital-ship: HOSPITAL SHIP ORDERLIES <box>243 513 349 541</box>
table-cell: 9,490,124 <box>145 1469 188 1479</box>
paragraph: Admitted Netley Hospital, England. Smith, Gunner Frank Ernest (No. 2/866), next-of-kin, Mr. J. Smith, 8 Stewart Avenue, Wellington. Disembarked Malta Hospital Ship, Maheno, September 12, slightly wounded: Wilson, Gunner Robert. <box>1174 784 1346 870</box>
unit-heading: CANTERBURY MOUNTED RIFLES. <box>1193 1176 1327 1198</box>
headline-australian-news: AUSTRALIAN NEWS <box>424 654 553 693</box>
table-cell: Live-stock tonnage <box>18 1449 62 1469</box>
column-1 <box>12 50 195 1932</box>
railways-title-box <box>17 53 189 126</box>
headline-belgian-woman: BELGIAN WOMAN AND PUPPIES <box>796 664 952 691</box>
table-row <box>17 1339 189 1369</box>
unit-heading: WELLINGTON BATTALION. <box>1189 1073 1330 1084</box>
headline-murder: MURDER OF A TRADER <box>410 1138 567 1151</box>
divider <box>69 219 138 220</box>
table-row <box>17 430 189 440</box>
paragraph: More recruits are wanted — urgently wanted! Every letter from the brave fellows fighting in the trenches at Gallipoli or written on beds of pain in the hospitals emphasises this fact, and it has now come to the point when every fit single man should volunteer. The following have enrolled at the Recruiting Office since Thursday: <box>210 273 382 381</box>
table-cell: Net earnings per average mile open <box>18 1339 88 1369</box>
subhead: STREAMS OF WOUNDED <box>616 699 747 710</box>
paragraph: The effect of the acid was tried on a number of patients in the Edinburgh Hospital, both in a solution and as a powder mixed with boracic acid, and the results were very encouraging. The wounds are kept clean and healing begins quickly. <box>788 568 960 654</box>
paragraph: Wireless telephone messages have been exchanged between Arlington, Virginia, and Honolulu, 4600 miles distant. The Government's experiments in wireless telephony have resulted in exceptional success, and transcontinental speech is now quite easy. <box>210 899 382 985</box>
dateline: New York, September 30. <box>240 887 351 896</box>
divider <box>403 647 575 649</box>
table-cell: Earnings per average mile open <box>18 1269 88 1298</box>
page-number: 6 <box>15 2 34 34</box>
unit-heading: WELLINGTON MOUNTED RIFLES. <box>1193 572 1327 594</box>
table-cell: 1,580 <box>114 1490 138 1499</box>
masthead <box>12 0 1932 45</box>
table-cell: 4,105,467 <box>95 430 138 440</box>
subhead: Increased Mileage. <box>58 483 148 494</box>
paragraph: ending March 31, 1916, will be £4,000,000, and the expenditure £2,920,000. I am not including in this estimate the extra percentages involved by the bonus notices of September 16, 1915, for war purposes. The railway men have come forward in considerable numbers to serve the Empire in the war, and in many other practical ways have shown their sympathies for those whom they necessitate the establishment of relief funds for the alleviation of distress. I desire to place on record my appreciation of their loyal and valuable services." <box>210 50 382 223</box>
table-cell: £379 <box>167 1339 188 1349</box>
unit-heading: CANTERBURY BATTALION. <box>997 192 1137 203</box>
paragraph: Disembarked Malta, slightly sick: Fox, Pte. Archibald (No. 10/237), next-of-kin, Mr. J. C. Fox, Masterton. Admitted King George's Hospital, London: Gluckstein, Pte. Percy Henry (No. 10/1411), next-of-kin, Mr. C. Gluckstein, Wanganui (father). <box>1367 121 1548 197</box>
subhead: HELP YOUR BROTHERS-IN-ARMS! <box>223 249 368 271</box>
table-cell: £1,022 <box>158 1299 188 1308</box>
subhead: WOUNDED <box>1228 71 1292 82</box>
table-cell: 26,371 <box>108 1500 138 1509</box>
headline-australian-casualties: AUSTRALIAN CASUALTIES <box>1369 836 1545 850</box>
headline-maori-contingent: MAORI CONTINGENT <box>1188 638 1332 651</box>
paragraph: Robb, Pte. Charles Christie (No. 8/823), next-of-kin, Mr. G. Robb, Ben Nevis Buildings, Port William, Scotland (father). Wilson, Pte. Robert Jackson (No. 8/861), next-of-kin, Mrs. T. Wilson, Duncan, Scotland. <box>1174 331 1346 406</box>
divider <box>1174 749 1346 750</box>
table-header: 1915. <box>164 420 189 429</box>
table-row <box>17 460 189 480</box>
paragraph: "To-day we attended the funeral of our late Major Savage. He had been on the point of death since we arrived, and last night, at midnight, he passed away. What a loss to our company and his relatives! He was a man who gave his life for his country as any man killed by a Turkish bullet." <box>595 993 767 1090</box>
paragraph: Faire, Tpr. Cecil Sydney (No. 13/257), next-of-kin, Mrs. G. S. Faire, 45 Vauxhall Street, Auckland (slightly wounded). Day, Tpr. Arthur Cecil (No. 13/858), next-of-kin, Mrs. E. S. Day, Taumarunui. <box>1174 250 1346 315</box>
table-cell: 565 <box>172 1480 188 1489</box>
subhead: Expenses for the Year. <box>51 706 155 717</box>
